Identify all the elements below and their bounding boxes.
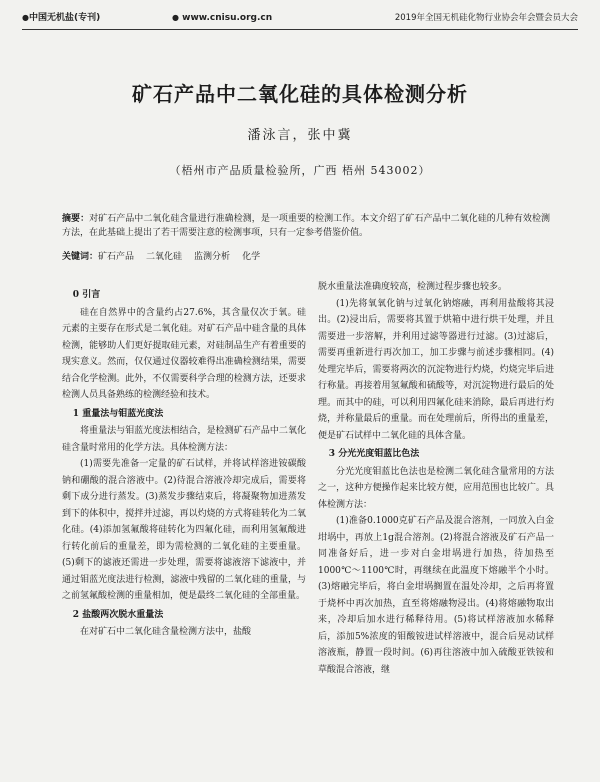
paragraph: 在对矿石中二氧化硅含量检测方法中，盐酸 — [80, 627, 252, 637]
abstract-label: 摘要： — [62, 214, 90, 224]
paragraph: (1)先将氧氧化钠与过氧化钠熔融，再利用盐酸将其浸出。(2)浸出后，需要将其置于烘箱中进行烘干处理，并且需要进一步溶解，并利用过滤等器进行过滤。(3)过滤后，需要再重新进行再次加工，加工步骤与前述步骤相同。(4)处理完毕后，需要将两次的沉淀物进行灼烧，灼烧完毕后进行称量。再接着用氢氟酸和硫酸等，对沉淀物进行最后的处理。而其中的硅，可以利用四氟化硅来消除，最后再进行灼烧，并称量最后的重量。而在处理前后，所得出的重量差，便是矿石试样中二氧化硅的具体含量。 — [318, 298, 554, 441]
journal-name: ●中国无机盐(专刊) — [22, 13, 101, 23]
paragraph: (1)需要先准备一定量的矿石试样，并将试样溶进铵碳酸钠和硼酸的混合溶液中。(2)待混合溶液冷却完成后，需要将剩下成分进行蒸发。(3)蒸发步骤结束后，将凝聚物加进蒸发到下的体积中，搅拌并过滤，再以灼烧的方式将硅转化为二氧化硅。(4)添加氢氟酸将硅转化为四氟化硅，而利用氢氟酸进行转化前后的重量差，即为需检测的二氧化硅的主要重量。(5)剩下的滤液还需进一步处理，需要将滤液溶下滤液中，并通过钼蓝光度法进行检测，滤液中残留的二氧化硅的重量，与之前氢氟酸检测的重量相加，便是最终二氧化硅的全部重量。 — [62, 459, 306, 601]
section-heading-gravimetric: 1 重量法与钼蓝光度法 — [72, 408, 164, 419]
section-heading-introduction: 0 引言 — [72, 290, 101, 300]
abstract — [62, 212, 550, 240]
paragraph: 将重量法与钼蓝光度法相结合，是检测矿石产品中二氧化硅含量时常用的化学方法。具体检测方法： — [62, 426, 306, 453]
keyword: 化学 — [242, 252, 261, 262]
paragraph: 硅在自然界中的含量约占27.6%，其含量仅次于氧。硅元素的主要存在形式是二氧化硅。对矿石产品中硅含量的具体检测，能够助人们更好提取硅元素，对硅制品生产有着重要的现实意义。然而，仅仅通过仪器较难得出准确检测结果，需要结合化学检测。此外，不仅需要科学合理的检测方法，还要求检测人员具备熟练的检测经验和技术。 — [62, 307, 306, 400]
abstract-text: 对矿石产品中二氧化硅含量进行准确检测，是一项重要的检测工作。本文介绍了矿石产品中二氧化硅的几种有效检测方法，在此基础上提出了若干需要注意的检测事项，只有一定参考借鉴价值。 — [62, 214, 550, 238]
paragraph: 脱水重量法准确度较高，检测过程步骤也较多。 — [318, 282, 508, 292]
keyword: 监测分析 — [194, 252, 231, 262]
article-title: 矿石产品中二氧化硅的具体检测分析 — [132, 82, 468, 106]
paragraph: (1)准备0.1000克矿石产品及混合溶剂，一同放入白金坩埚中，再放上1g混合溶剂。(2)将混合溶液及矿石产品一同准备好后，进一步对白金坩埚进行加热，待加热至1000℃～1100℃时，再继续在此温度下熔融半个小时。(3)熔融完毕后，将白金坩埚搁置在温处冷却，之后再将置于烧杯中再次加热，直至将熔融物浸出。(4)将熔融物取出来，冷却后加水进行稀释待用。(5)将试样溶液加水稀释后，添加5%浓度的钼酸铵进试样溶液中，混合后晃动试样溶液瓶，静置一段时间。(6)再往溶液中加入硫酸亚铁铵和草酸混合溶液，继 — [318, 516, 554, 675]
section-heading-double-dehydration: 2 盐酸两次脱水重量法 — [72, 609, 164, 620]
keyword: 矿石产品 — [98, 252, 135, 262]
article-authors: 潘泳言，张中冀 — [247, 128, 353, 143]
keyword: 二氧化硅 — [146, 252, 183, 262]
section-heading-spectrophotometric: 3 分光光度钼蓝比色法 — [328, 449, 420, 459]
article-affiliation: （梧州市产品质量检验所，广西 梧州 543002） — [169, 164, 431, 177]
conference-name: 2019年全国无机硅化物行业协会年会暨会员大会 — [394, 13, 578, 23]
left-column — [62, 287, 306, 641]
header-rule — [22, 29, 578, 30]
keywords — [62, 250, 550, 264]
journal-website: ● www.cnisu.org.cn — [172, 13, 273, 23]
right-column — [318, 279, 554, 678]
paragraph: 分光光度钼蓝比色法也是检测二氧化硅含量常用的方法之一，这种方便操作起来比较方便，应用范围也比较广。具体检测方法： — [318, 466, 554, 510]
keywords-label: 关键词： — [62, 252, 99, 262]
page-header — [22, 8, 578, 28]
